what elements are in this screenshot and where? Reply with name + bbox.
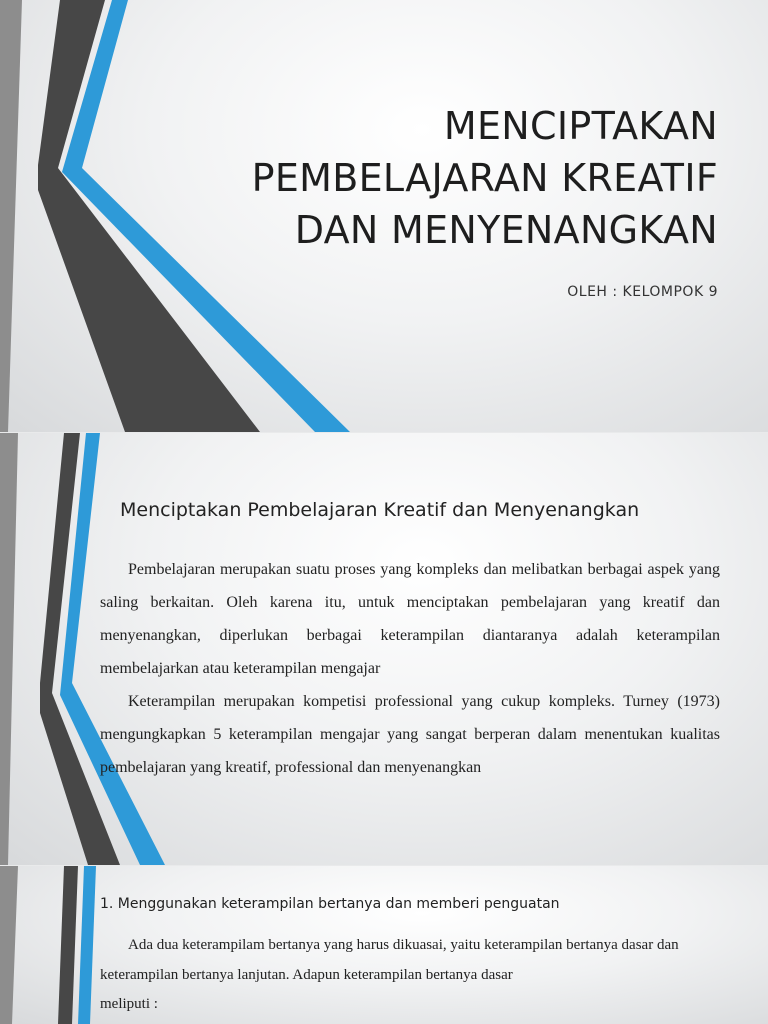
paragraph-2: Keterampilan merupakan kompetisi professional yang cukup kompleks. Turney (1973) mengungkapkan 5 keterampilan mengajar yang sangat berperan dalam menentukan kualitas pembelajaran yang kreatif, professional dan menyenangkan — [100, 693, 720, 776]
title-slide — [0, 0, 768, 432]
presentation-subtitle: OLEH : KELOMPOK 9 — [567, 284, 718, 300]
section-paragraph: Ada dua keterampilam bertanya yang harus dikuasai, yaitu keterampilan bertanya dasar dan keterampilan bertanya lanjutan. Adapun keterampilan bertanya dasar — [100, 937, 679, 983]
title-line-2: PEMBELAJARAN KREATIF — [251, 156, 718, 200]
title-line-3: DAN MENYENANGKAN — [294, 208, 718, 252]
content-slide-1 — [0, 433, 768, 865]
paragraph-1: Pembelajaran merupakan suatu proses yang kompleks dan melibatkan berbagai aspek yang saling berkaitan. Oleh karena itu, untuk menciptakan pembelajaran yang kreatif dan menyenangkan, diperlukan berbagai keterampilan diantaranya adalah keterampilan membelajarkan atau keterampilan mengajar — [100, 561, 720, 677]
stripe-dark-gray — [58, 866, 78, 1024]
section-heading: 1. Menggunakan keterampilan bertanya dan memberi penguatan — [100, 896, 560, 912]
stripe-blue — [78, 866, 96, 1024]
content-slide-2 — [0, 866, 768, 1024]
title-line-1: MENCIPTAKAN — [443, 104, 718, 148]
slide-heading: Menciptakan Pembelajaran Kreatif dan Menyenangkan — [120, 499, 640, 521]
presentation-title — [158, 100, 718, 256]
stripe-light-gray — [0, 433, 18, 865]
stripe-light-gray — [0, 0, 22, 432]
stripe-light-gray — [0, 866, 18, 1024]
section-continuation: meliputi : — [100, 996, 158, 1012]
